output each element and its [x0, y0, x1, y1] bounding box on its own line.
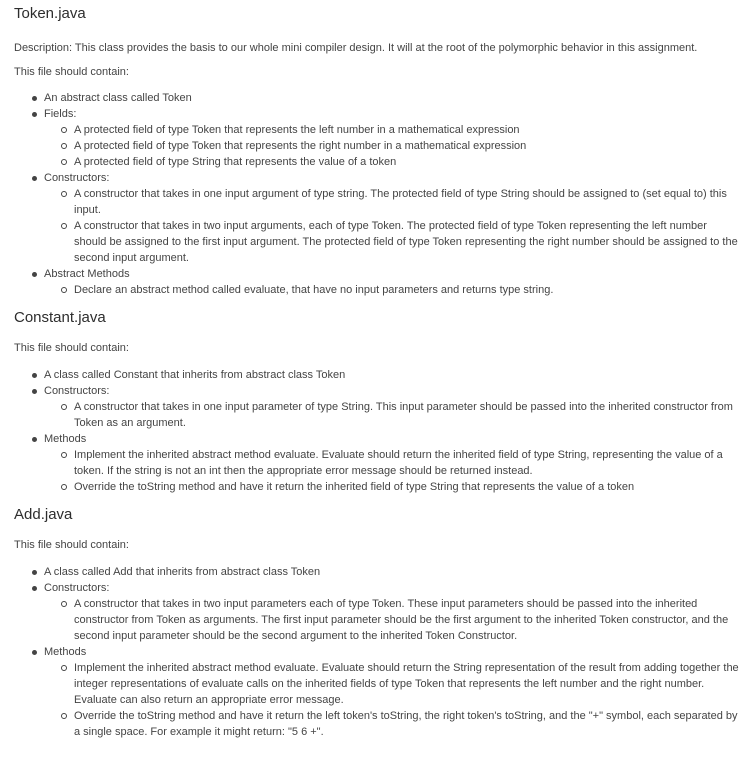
sub-list — [44, 660, 741, 740]
section-description: Description: This class provides the basis to our whole mini compiler design. It will at the root of the polymorphic behavior in this assignment. — [14, 42, 698, 54]
list-item: Abstract Methods Declare an abstract method called evaluate, that have no input parameters and returns type string. — [14, 266, 741, 298]
section-intro: This file should contain: — [14, 539, 129, 551]
sub-list — [44, 447, 741, 495]
list-item: Constructors: A constructor that takes in two input parameters each of type Token. These input parameters should be passed into the inherited constructor from Token as arguments. The first input parameter should be the first argument to the inherited Token constructor, and the second input parameter should be the second argument to the inherited Token Constructor. — [14, 580, 741, 644]
list-item: An abstract class called Token — [14, 90, 741, 106]
sub-list-item: Declare an abstract method called evaluate, that have no input parameters and returns type string. — [44, 282, 741, 298]
section-token — [14, 0, 741, 298]
sub-list-item: A constructor that takes in one input argument of type string. The protected field of type String should be assigned to (set equal to) this input. — [44, 186, 741, 218]
sub-list — [44, 122, 741, 170]
sub-list — [44, 186, 741, 266]
sub-list-item: A protected field of type Token that represents the right number in a mathematical expression — [44, 138, 741, 154]
list-item: Fields: A protected field of type Token that represents the left number in a mathematical expression A protected field of type Token that represents the right number in a mathematical expression A protected field of type String that represents the value of a token — [14, 106, 741, 170]
section-intro: This file should contain: — [14, 66, 129, 78]
bullet-list — [14, 90, 741, 298]
sub-list — [44, 282, 741, 298]
section-add — [14, 505, 741, 740]
bullet-list — [14, 564, 741, 740]
sub-list — [44, 399, 741, 431]
sub-list-item: A protected field of type String that represents the value of a token — [44, 154, 741, 170]
list-item: Constructors: A constructor that takes in one input argument of type string. The protected field of type String should be assigned to (set equal to) this input. A constructor that takes in two input arguments, each of type Token. The protected field of type Token representing the left number should be assigned to the first input argument. The protected field of type Token representing the right number should be assigned to the second input argument. — [14, 170, 741, 266]
bullet-list — [14, 367, 741, 495]
sub-list-item: Implement the inherited abstract method evaluate. Evaluate should return the String representation of the result from adding together the integer representations of evaluate calls on the inherited fields of type Token that represents the left number and the right number. Evaluate can also return an appropriate error message. — [44, 660, 741, 708]
sub-list-item: A constructor that takes in two input parameters each of type Token. These input parameters should be passed into the inherited constructor from Token as arguments. The first input parameter should be the first argument to the inherited Token constructor, and the second input parameter should be the second argument to the inherited Token Constructor. — [44, 596, 741, 644]
sub-list-item: A protected field of type Token that represents the left number in a mathematical expression — [44, 122, 741, 138]
section-title: Constant.java — [14, 309, 106, 326]
list-item: Methods Implement the inherited abstract method evaluate. Evaluate should return the String representation of the result from adding together the integer representations of evaluate calls on the inherited fields of type Token that represents the left number and the right number. Evaluate can also return an appropriate error message. Override the toString method and have it return the left token's toString, the right token's toString, and the "+" symbol, each separated by a single space. For example it might return: "5 6 +". — [14, 644, 741, 740]
list-item: A class called Constant that inherits from abstract class Token — [14, 367, 741, 383]
sub-list-item: A constructor that takes in one input parameter of type String. This input parameter should be passed into the inherited constructor from Token as an argument. — [44, 399, 741, 431]
sub-list-item: Override the toString method and have it return the inherited field of type String that represents the value of a token — [44, 479, 741, 495]
list-item: Constructors: A constructor that takes in one input parameter of type String. This input parameter should be passed into the inherited constructor from Token as an argument. — [14, 383, 741, 431]
section-intro: This file should contain: — [14, 342, 129, 354]
section-constant — [14, 308, 741, 495]
list-item: Methods Implement the inherited abstract method evaluate. Evaluate should return the inherited field of type String, representing the value of a token. If the string is not an int then the appropriate error message should be returned instead. Override the toString method and have it return the inherited field of type String that represents the value of a token — [14, 431, 741, 495]
section-title: Token.java — [14, 5, 86, 22]
sub-list — [44, 596, 741, 644]
sub-list-item: A constructor that takes in two input arguments, each of type Token. The protected field of type Token representing the left number should be assigned to the first input argument. The protected field of type Token representing the right number should be assigned to the second input argument. — [44, 218, 741, 266]
sub-list-item: Implement the inherited abstract method evaluate. Evaluate should return the inherited field of type String, representing the value of a token. If the string is not an int then the appropriate error message should be returned instead. — [44, 447, 741, 479]
section-title: Add.java — [14, 506, 73, 523]
list-item: A class called Add that inherits from abstract class Token — [14, 564, 741, 580]
sub-list-item: Override the toString method and have it return the left token's toString, the right token's toString, and the "+" symbol, each separated by a single space. For example it might return: "5 6 +". — [44, 708, 741, 740]
